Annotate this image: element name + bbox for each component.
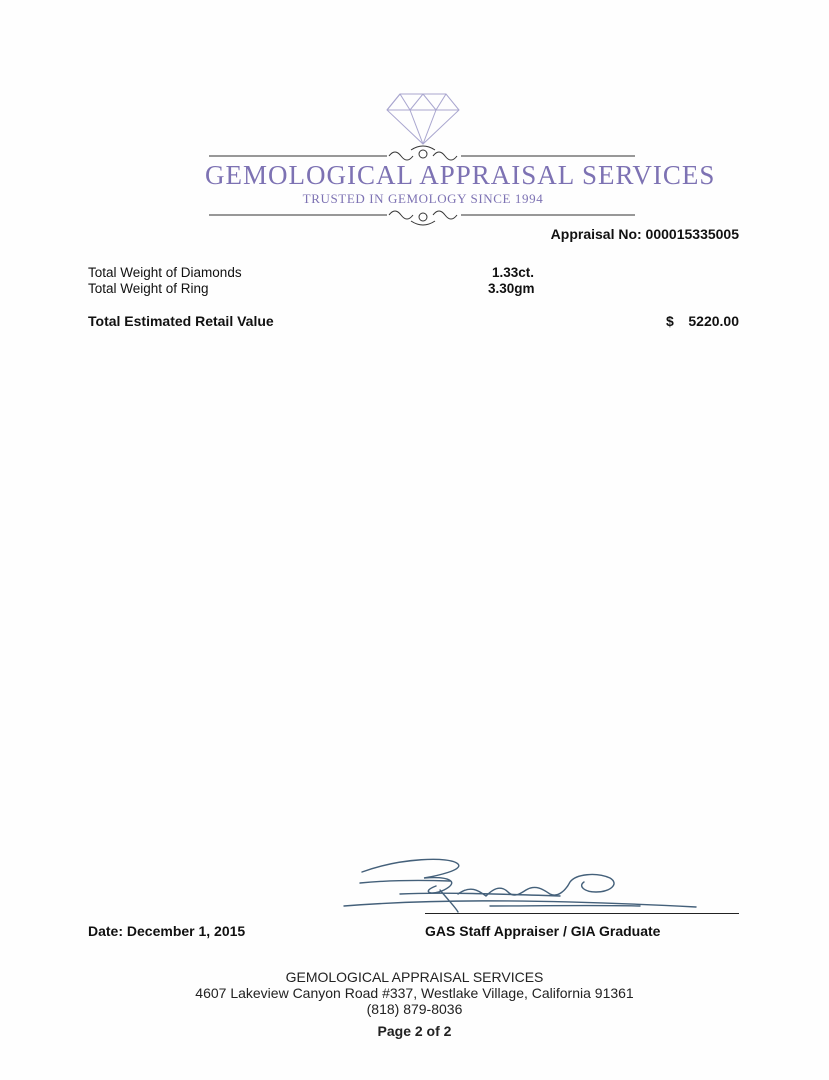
detail-value-ring-weight: 3.30gm	[488, 281, 535, 296]
footer-phone: (818) 879-8036	[366, 1001, 463, 1017]
total-value-label: Total Estimated Retail Value	[88, 313, 274, 329]
signature-line	[425, 913, 739, 914]
total-currency: $	[666, 313, 674, 329]
appraisal-number: Appraisal No: 000015335005	[550, 226, 739, 242]
logo-company-name: GEMOLOGICAL APPRAISAL SERVICES	[205, 160, 716, 190]
detail-label-ring-weight: Total Weight of Ring	[88, 281, 209, 296]
company-logo	[205, 88, 716, 233]
page-number: Page 2 of 2	[377, 1023, 452, 1039]
footer-company-name: GEMOLOGICAL APPRAISAL SERVICES	[285, 969, 544, 985]
detail-value-diamond-weight: 1.33ct.	[492, 265, 535, 280]
appraisal-date: Date: December 1, 2015	[88, 923, 246, 939]
page-footer	[0, 969, 829, 1039]
appraiser-title: GAS Staff Appraiser / GIA Graduate	[425, 923, 661, 939]
appraiser-signature	[340, 850, 700, 920]
footer-address: 4607 Lakeview Canyon Road #337, Westlake Village, California 91361	[195, 985, 634, 1001]
total-value-amount: 5220.00	[688, 313, 739, 329]
detail-label-diamond-weight: Total Weight of Diamonds	[88, 265, 242, 280]
logo-tagline: TRUSTED IN GEMOLOGY SINCE 1994	[302, 191, 544, 206]
